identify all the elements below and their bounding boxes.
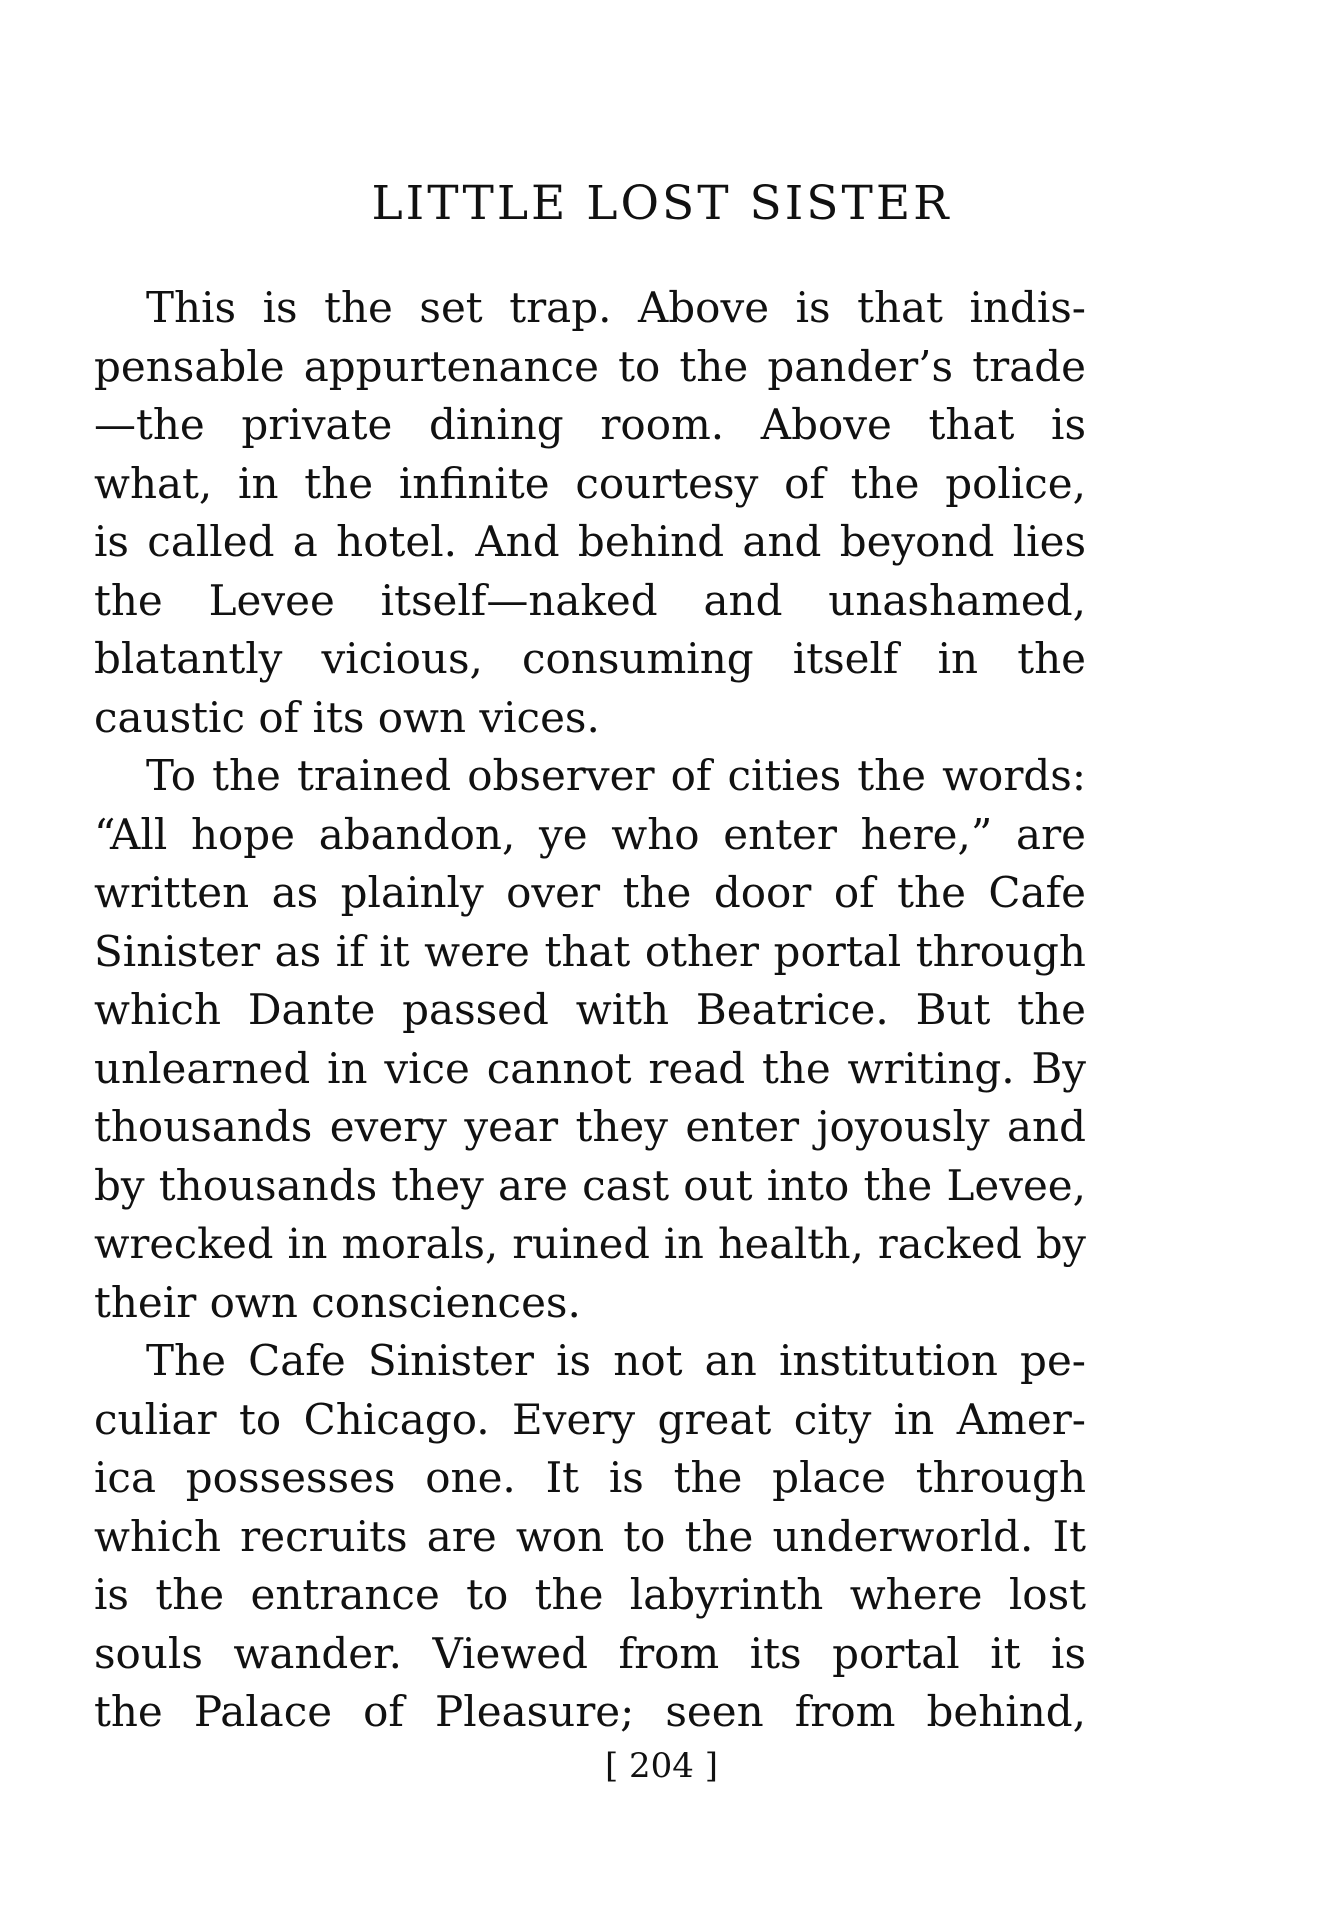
text-line: To the trained observer of cities the words: [146,751,1086,800]
text-line: which recruits are won to the underworld. It [94,1511,1086,1561]
text-line: ica possesses one. It is the place through [94,1453,1086,1502]
text-line: Sinister as if it were that other portal through [94,926,1086,976]
text-line: The Cafe Sinister is not an institution pe- [146,1336,1086,1385]
text-line: souls wander. Viewed from its portal it is [94,1628,1086,1678]
text-line: This is the set trap. Above is that indis- [146,283,1086,332]
text-line: wrecked in morals, ruined in health, racked by [94,1219,1086,1268]
text-line: pensable appurtenance to the pander’s trade [94,341,1086,391]
text-line: thousands every year they enter joyously and [94,1102,1086,1151]
body-text [94,279,1086,1742]
text-line: “All hope abandon, ye who enter here,” are [94,809,1086,859]
text-line: unlearned in vice cannot read the writing. By [94,1043,1086,1093]
text-line: is called a hotel. And behind and beyond lies [94,517,1086,566]
text-line: the Levee itself—naked and unashamed, [94,575,1086,625]
text-line: culiar to Chicago. Every great city in Amer- [94,1394,1086,1444]
text-line: which Dante passed with Beatrice. But the [94,985,1086,1034]
text-line: what, in the infinite courtesy of the police, [94,458,1086,508]
text-line: written as plainly over the door of the Cafe [94,868,1086,917]
text-line: the Palace of Pleasure; seen from behind, [94,1687,1086,1736]
text-line: blatantly vicious, consuming itself in the [94,634,1086,683]
text-line: by thousands they are cast out into the Levee, [94,1160,1086,1210]
page-number: [ 204 ] [604,1746,719,1786]
text-line: caustic of its own vices. [94,692,600,742]
running-head: LITTLE LOST SISTER [371,176,952,231]
text-line: is the entrance to the labyrinth where lost [94,1570,1086,1619]
text-line: —the private dining room. Above that is [94,400,1086,449]
text-line: their own consciences. [94,1277,581,1327]
